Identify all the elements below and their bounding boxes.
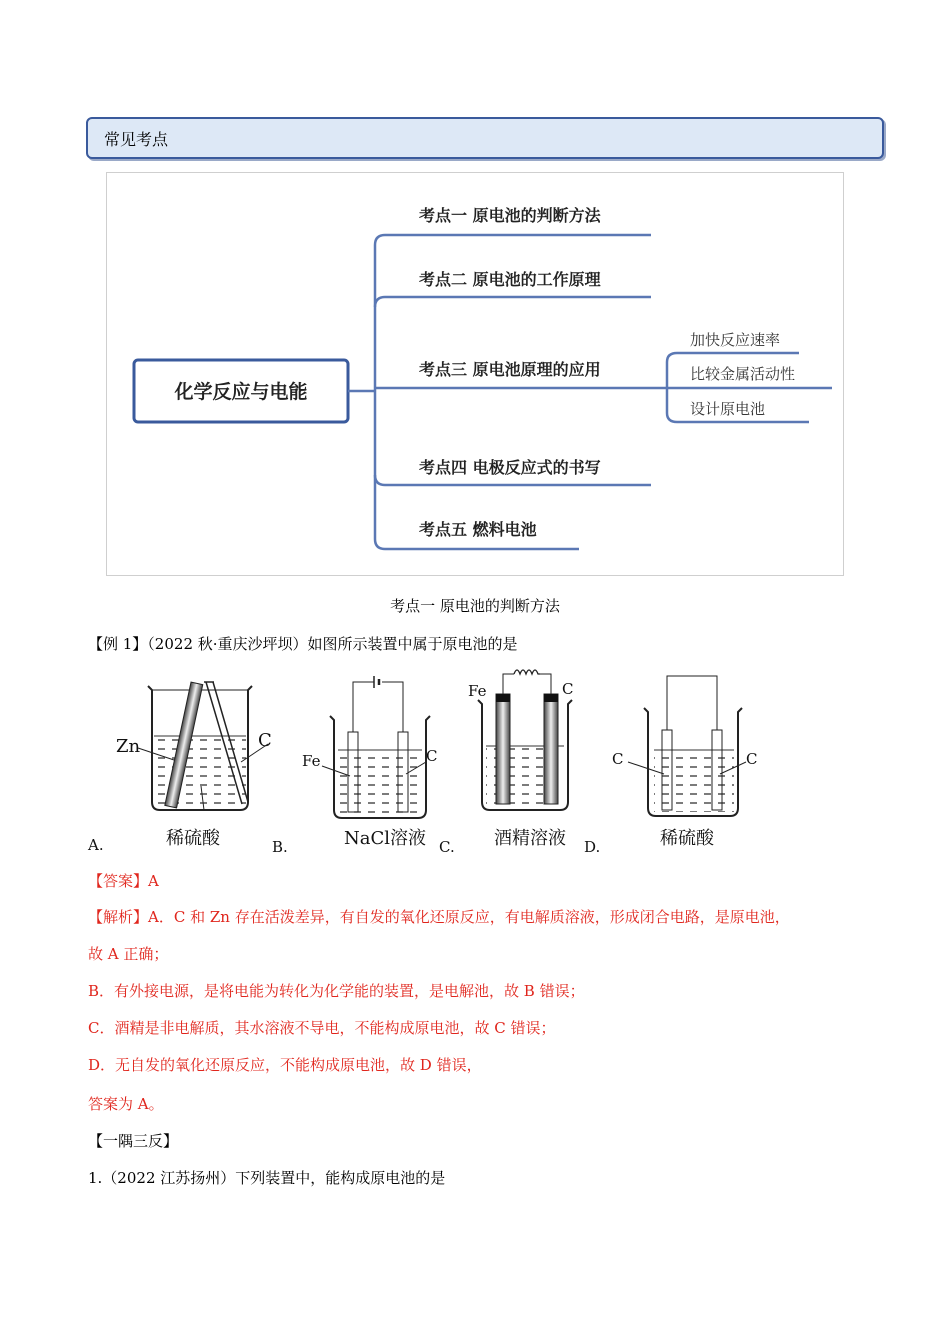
mind-map-branch-1: 考点一 原电池的判断方法 [419,206,601,225]
apparatus-b-left-electrode: Fe [302,752,321,770]
mind-map-branch-4: 考点四 电极反应式的书写 [419,458,601,477]
analysis-line-6: 答案为 A。 [88,1095,164,1113]
apparatus-c [468,670,573,849]
analysis-line-1: 【解析】A．C 和 Zn 存在活泼差异，有自发的氧化还原反应，有电解质溶液，形成闭合电路，是原电池， [88,908,790,926]
option-a-letter: A. [88,836,104,854]
apparatus-b-right-electrode: C [426,747,438,765]
option-c-letter: C. [439,838,455,856]
example-prompt: 【例 1】（2022 秋·重庆沙坪坝）如图所示装置中属于原电池的是 [88,635,518,653]
section-title: 常见考点 [104,130,169,149]
apparatus-b-solution: NaCl溶液 [344,828,427,849]
section-header [86,117,884,159]
mind-map [106,172,844,576]
apparatus-c-solution: 酒精溶液 [494,828,566,849]
topic-heading: 考点一 原电池的判断方法 [390,597,560,615]
practice-heading: 【一隅三反】 [88,1132,179,1150]
answer: 【答案】A [88,872,159,890]
apparatus-a-right-electrode: C [258,730,272,751]
mind-map-sub-2: 比较金属活动性 [690,365,796,383]
mind-map-sub-1: 加快反应速率 [690,331,781,349]
apparatus-a-solution: 稀硫酸 [166,828,220,849]
apparatus-d-right-electrode: C [746,750,758,768]
mind-map-root: 化学反应与电能 [174,381,308,403]
apparatus-c-left-electrode: Fe [468,682,487,700]
mind-map-diagram [107,173,843,575]
apparatus-b [302,676,437,849]
mind-map-branch-2: 考点二 原电池的工作原理 [419,270,601,289]
apparatus-d-solution: 稀硫酸 [660,828,714,849]
apparatus-figures [86,664,786,860]
apparatus-a-left-electrode: Zn [116,736,141,757]
option-d-letter: D. [584,838,601,856]
mind-map-sub-3: 设计原电池 [690,400,766,418]
analysis-line-5: D．无自发的氧化还原反应，不能构成原电池，故 D 错误， [88,1056,482,1074]
analysis-line-4: C．酒精是非电解质，其水溶液不导电，不能构成原电池，故 C 错误； [88,1019,556,1037]
option-b-letter: B. [272,838,288,856]
apparatus-a [116,682,272,849]
analysis-line-2: 故 A 正确； [88,945,169,963]
apparatus-d [612,676,757,849]
apparatus-d-left-electrode: C [612,750,624,768]
mind-map-branch-3: 考点三 原电池原理的应用 [419,360,601,379]
mind-map-branch-5: 考点五 燃料电池 [419,520,537,539]
analysis-line-3: B．有外接电源，是将电能为转化为化学能的装置，是电解池，故 B 错误； [88,982,585,1000]
practice-question-1: 1.（2022 江苏扬州）下列装置中，能构成原电池的是 [88,1169,446,1187]
apparatus-c-right-electrode: C [562,680,574,698]
